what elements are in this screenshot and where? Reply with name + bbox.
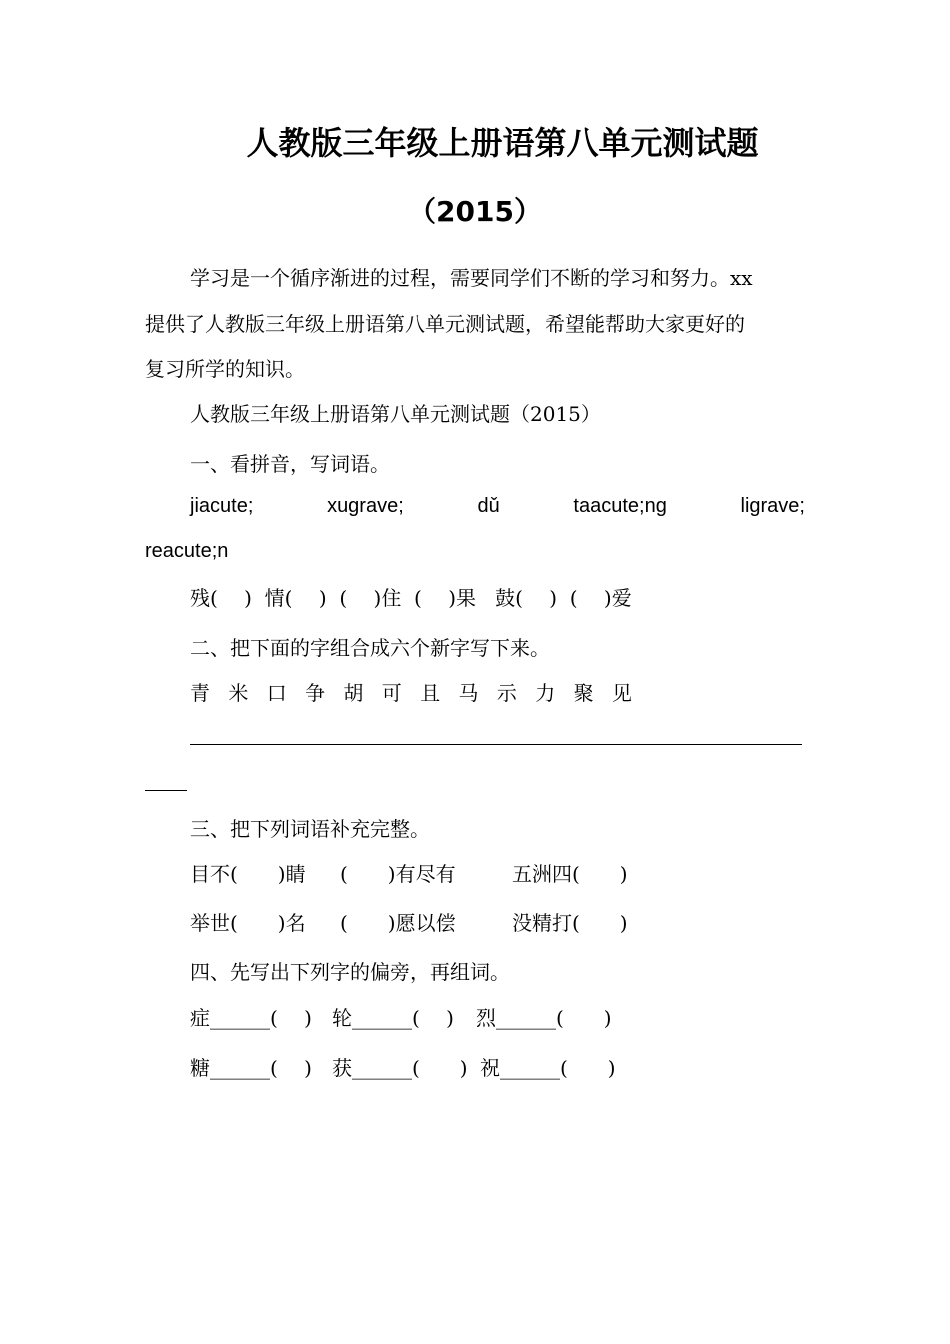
idiom-item: ( )有尽有	[340, 862, 456, 886]
pinyin-item: dǔ	[477, 495, 500, 517]
radical-item: 祝______( )	[480, 1056, 616, 1080]
idiom-item: 目不( )睛	[190, 862, 306, 886]
component-characters: 青 米 口 争 胡 可 且 马 示 力 聚 见	[190, 681, 638, 705]
idiom-item: 举世( )名	[190, 911, 306, 935]
pinyin-row	[190, 492, 805, 520]
pinyin-item: jiacute;	[190, 495, 254, 517]
intro-line-1: 学习是一个循序渐进的过程，需要同学们不断的学习和努力。xx	[190, 266, 753, 290]
idiom-row-1	[190, 860, 628, 888]
radical-row-1	[190, 1004, 612, 1032]
radical-item: 轮______( )	[332, 1006, 454, 1030]
pinyin-item: taacute;ng	[573, 495, 667, 517]
section2-heading: 二、把下面的字组合成六个新字写下来。	[190, 636, 550, 660]
repeat-title: 人教版三年级上册语第八单元测试题（2015）	[190, 402, 601, 426]
intro-line-2: 提供了人教版三年级上册语第八单元测试题，希望能帮助大家更好的	[145, 312, 745, 336]
intro-line-3: 复习所学的知识。	[145, 357, 305, 381]
radical-row-2	[190, 1054, 616, 1082]
section1-heading: 一、看拼音，写词语。	[190, 452, 390, 476]
word-blanks-row: 残( ) 情( ) ( )住 ( )果 鼓( ) ( )爱	[190, 586, 632, 610]
section4-heading: 四、先写出下列字的偏旁，再组词。	[190, 960, 510, 984]
answer-line-continued	[145, 790, 187, 791]
section3-heading: 三、把下列词语补充完整。	[190, 817, 430, 841]
radical-item: 糖______( )	[190, 1056, 312, 1080]
radical-item: 获______( )	[332, 1056, 468, 1080]
document-title: 人教版三年级上册语第八单元测试题	[246, 124, 759, 162]
radical-item: 症______( )	[190, 1006, 312, 1030]
idiom-item: 没精打( )	[512, 911, 628, 935]
idiom-item: ( )愿以偿	[340, 911, 456, 935]
document-subtitle-year: （2015）	[408, 195, 542, 228]
idiom-item: 五洲四( )	[512, 862, 628, 886]
idiom-row-2	[190, 909, 628, 937]
pinyin-item: xugrave;	[327, 495, 404, 517]
pinyin-wrap: reacute;n	[145, 540, 229, 562]
radical-item: 烈______( )	[476, 1006, 612, 1030]
answer-line	[190, 744, 802, 745]
pinyin-item: ligrave;	[740, 495, 805, 517]
